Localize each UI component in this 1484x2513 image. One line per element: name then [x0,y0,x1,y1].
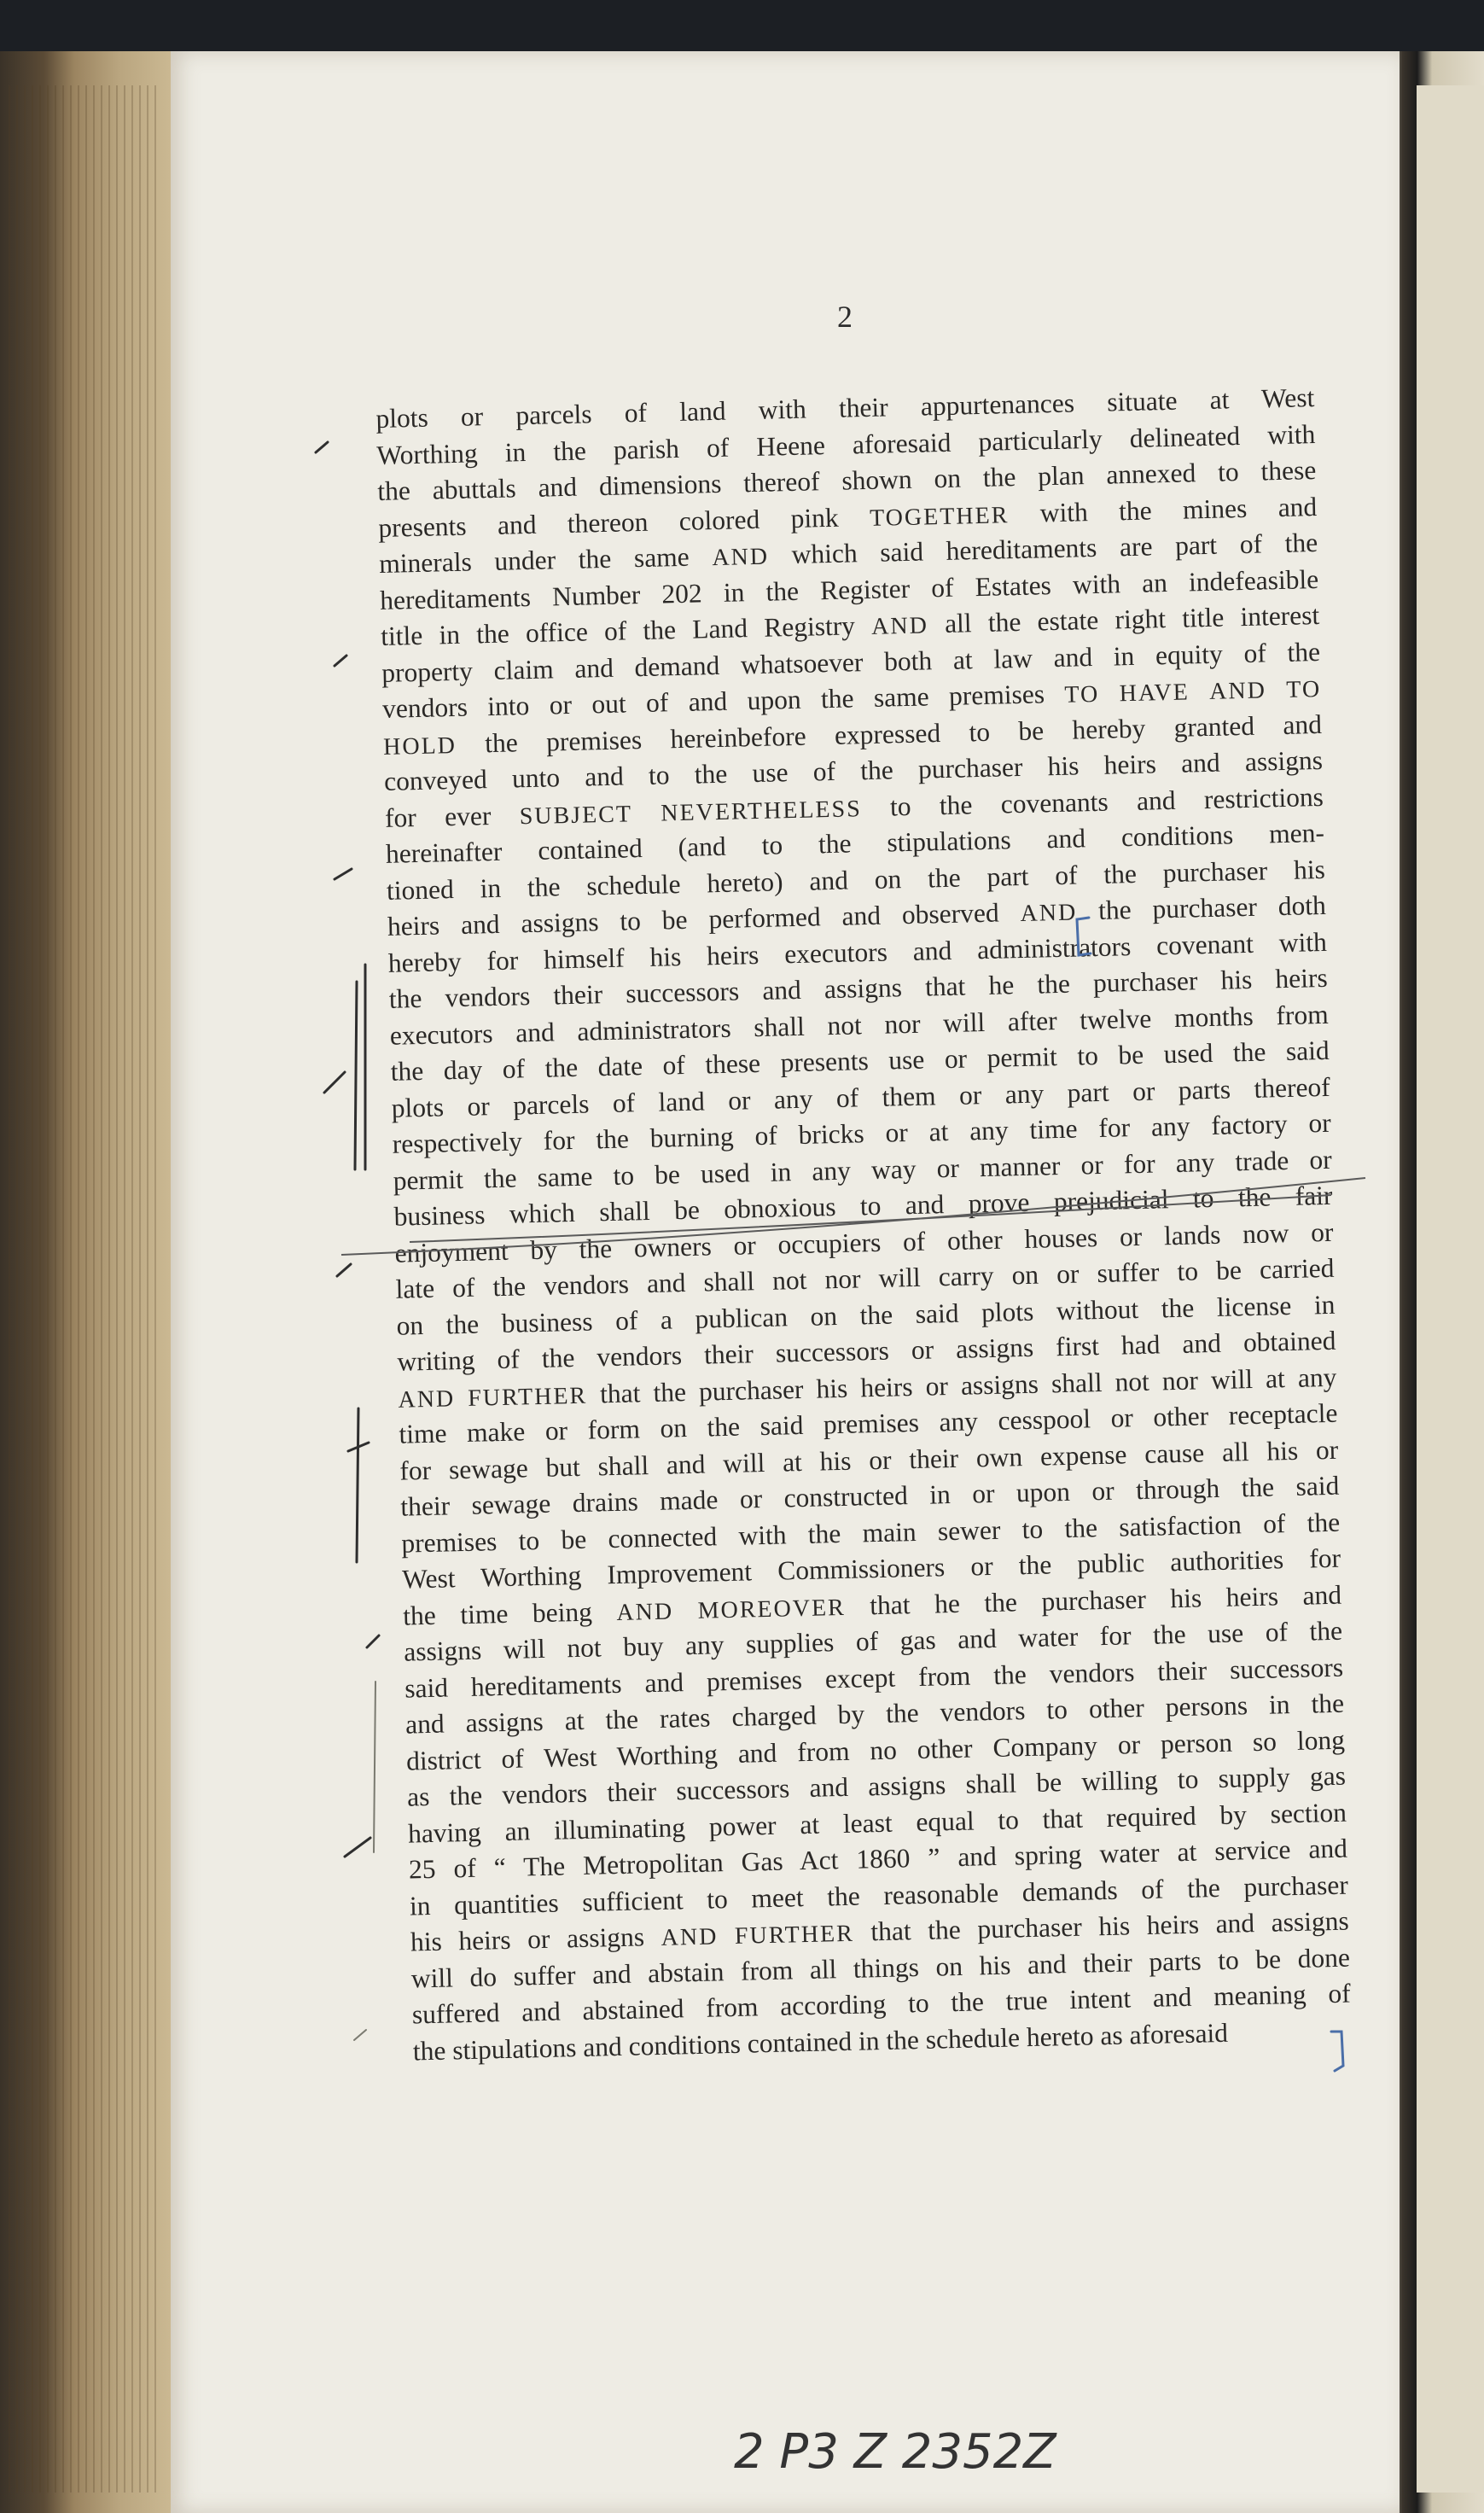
text-line: the time being AND MOREOVER that he the purchaser his heirs and [402,1579,1342,1631]
text-line: conveyed unto and to the use of the purchaser his heirs and assigns [383,744,1324,796]
tick-mark [324,1072,345,1093]
text-line: West Worthing Improvement Commissioners or the public authorities for [401,1542,1341,1595]
text-line: late of the vendors and shall not nor will carry on or suffer to be carried [395,1252,1335,1304]
text-line: Worthing in the parish of Heene aforesaid particularly delineated with [376,418,1316,470]
tick-mark [335,869,352,879]
text-line: permit the same to be used in any way or manner or for any trade or [393,1144,1333,1196]
tick-mark [335,656,346,666]
tick-mark [316,442,328,452]
text-line: tioned in the schedule hereto) and on the part of the purchaser his [386,854,1326,906]
text-line: respectively for the burning of bricks or at any time for any factory or [392,1107,1332,1159]
text-line: title in the office of the Land Registry AND all the estate right title interest [380,599,1320,651]
page-number: 2 [837,300,853,334]
text-line: the vendors their successors and assigns that he the purchaser his heirs [388,962,1329,1014]
text-line: plots or parcels of land or any of them or any part or parts thereof [391,1071,1331,1123]
text-line: the day of the date of these presents use or permit to be used the said [390,1035,1330,1087]
text-line: their sewage drains made or constructed in or upon or through the said [399,1470,1340,1522]
text-line: said hereditaments and premises except from the vendors their successors [404,1652,1344,1704]
text-line: AND FURTHER that the purchaser his heirs or assigns shall not nor will at any [398,1361,1337,1414]
tick-mark [354,2030,366,2040]
text-line: plots or parcels of land with their appurtenances situate at West [375,382,1315,434]
handwritten-reference: 2 P3 Z 2352Z [734,2424,1056,2480]
bracket-mark [1331,2032,1343,2071]
text-line: for sewage but shall and will at his or their own expense cause all his or [399,1434,1339,1486]
text-line: minerals under the same AND which said hereditaments are part of the [378,527,1318,579]
text-line: property claim and demand whatsoever both at law and in equity of the [381,636,1321,688]
text-line: presents and thereon colored pink TOGETHER with the mines and [377,491,1318,543]
tick-mark [337,1264,351,1276]
text-line: HOLD the premises hereinbefore expressed to be hereby granted and [382,708,1323,761]
margin-line [355,982,357,1169]
text-line: having an illuminating power at least equal to that required by section [407,1797,1347,1849]
text-line: heirs and assigns to be performed and observed AND the purchaser doth [387,889,1327,942]
text-line: his heirs or assigns AND FURTHER that the purchaser his heirs and assigns [410,1905,1350,1957]
text-line: district of West Worthing and from no other Company or person so long [405,1724,1346,1776]
text-line: as the vendors their successors and assigns shall be willing to supply gas [406,1760,1347,1812]
tick-mark [367,1635,379,1647]
text-line: the stipulations and conditions contained in the schedule hereto as aforesaid [412,2017,1229,2066]
text-line: hereby for himself his heirs executors and administrators covenant with [387,926,1328,978]
margin-line [357,1408,358,1562]
text-line: time make or form on the said premises any cesspool or other receptacle [399,1397,1338,1449]
text-line: business which shall be obnoxious to and prove prejudicial to the fair [393,1180,1333,1232]
text-line: assigns will not buy any supplies of gas and water for the use of the [403,1615,1343,1667]
bracket-mark [1077,918,1091,955]
margin-line [374,1682,375,1852]
text-line: executors and administrators shall not nor will after twelve months from [389,999,1330,1051]
text-line: writing of the vendors their successors or assigns first had and obtained [397,1325,1336,1377]
text-line: and assigns at the rates charged by the vendors to other persons in the [404,1688,1345,1740]
underline-mark [341,1178,1365,1255]
text-line: 25 of “ The Metropolitan Gas Act 1860 ” and spring water at service and [408,1833,1348,1885]
text-line: on the business of a publican on the said plots without the license in [396,1289,1336,1341]
text-line: vendors into or out of and upon the same premises TO HAVE AND TO [381,675,1322,724]
text-line: for ever SUBJECT NEVERTHELESS to the covenants and restrictions [384,781,1324,833]
text-line: in quantities sufficient to meet the reasonable demands of the purchaser [409,1869,1349,1921]
text-line: the abuttals and dimensions thereof shown on the plan annexed to these [376,455,1317,506]
text-line: will do suffer and abstain from all things on his and their parts to be done [410,1942,1351,1994]
tick-mark [345,1838,370,1857]
text-line: hereditaments Number 202 in the Register of Estates with an indefeasible [379,563,1319,615]
text-line: hereinafter contained (and to the stipulations and conditions men- [385,817,1325,869]
text-line: suffered and abstained from according to the true intent and meaning of [411,1978,1352,2030]
underline-mark [410,1195,1331,1242]
text-line: premises to be connected with the main sewer to the satisfaction of the [400,1507,1341,1559]
text-line: enjoyment by the owners or occupiers of other houses or lands now or [394,1216,1334,1268]
